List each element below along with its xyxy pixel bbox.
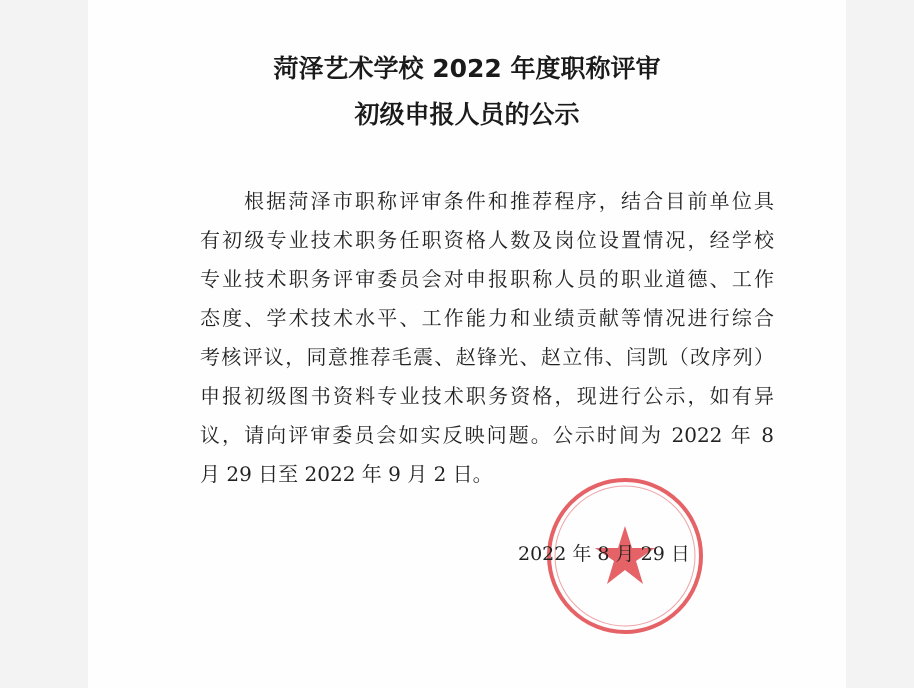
body-line-text: 根据菏泽市职称评审条件和推荐程序，结合目前单位具	[244, 189, 774, 213]
notice-date: 2022 年 8 月 29 日	[518, 543, 690, 565]
body-line-text: 专业技术职务评审委员会对申报职称人员的职业道德、工作	[200, 267, 774, 291]
body-line	[200, 420, 774, 459]
body-line-text: 态度、学术技术水平、工作能力和业绩贡献等情况进行综合	[200, 306, 774, 330]
title-line-1: 菏泽艺术学校 2022 年度职称评审	[273, 54, 661, 83]
document-page	[88, 0, 846, 688]
body-line-text: 考核评议，同意推荐毛震、赵锋光、赵立伟、闫凯（改序列）	[200, 345, 774, 369]
body-line-text: 申报初级图书资料专业技术职务资格，现进行公示，如有异	[200, 384, 774, 408]
title-line-2: 初级申报人员的公示	[354, 100, 580, 129]
body-line	[200, 225, 774, 264]
body-line	[200, 381, 774, 420]
body-line	[200, 186, 774, 225]
body-line	[200, 303, 774, 342]
body-line	[200, 342, 774, 381]
body-line-text: 有初级专业技术职务任职资格人数及岗位设置情况，经学校	[200, 228, 774, 252]
body-line	[200, 264, 774, 303]
body-line-text: 议，请向评审委员会如实反映问题。公示时间为 2022 年 8	[200, 423, 774, 447]
notice-body	[200, 186, 774, 498]
body-line-text: 月 29 日至 2022 年 9 月 2 日。	[200, 462, 493, 486]
